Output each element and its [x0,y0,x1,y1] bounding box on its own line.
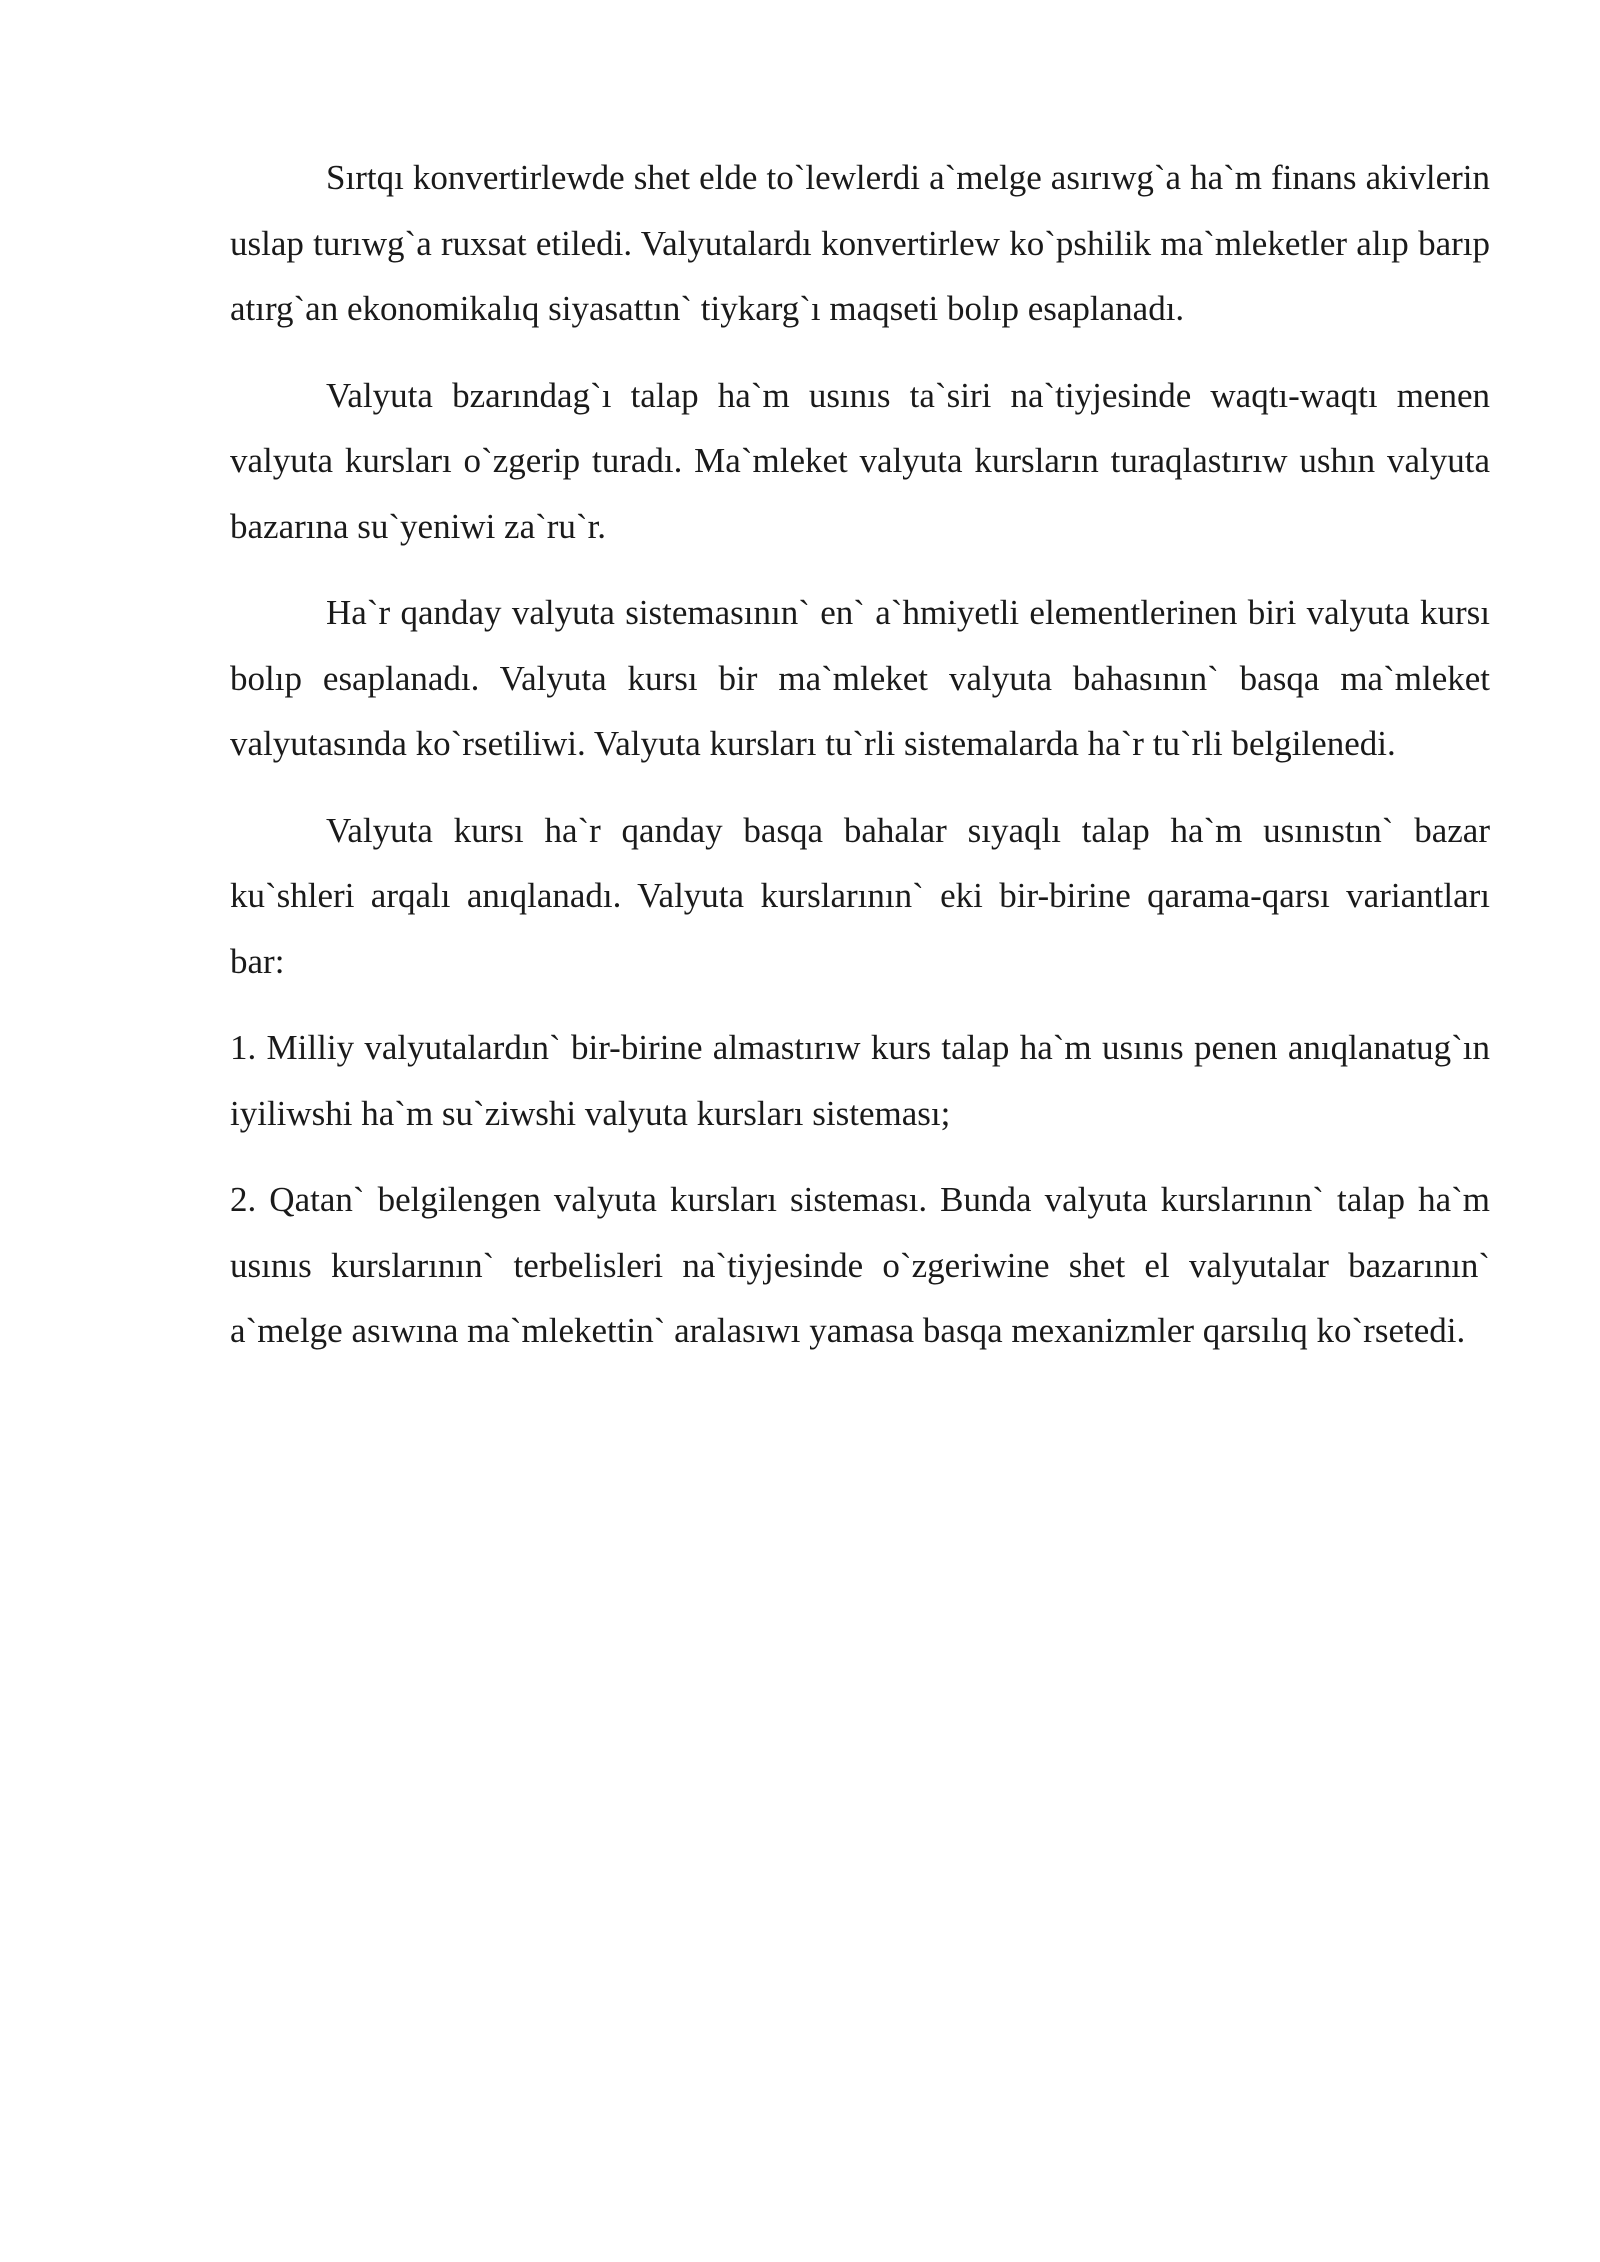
paragraph-3: Ha`r qanday valyuta sistemasının` en` a`hmiyetli elementlerinen biri valyuta kursı bolıp esaplanadı. Valyuta kursı bir ma`mleket valyuta bahasının` basqa ma`mleket valyutasında ko`rsetiliwi. Valyuta kursları tu`rli sistemalarda ha`r tu`rli belgilenedi. [230,593,1490,763]
list-item-2: 2. Qatan` belgilengen valyuta kursları sisteması. Bunda valyuta kurslarının` talap ha`m usınıs kurslarının` terbelisleri na`tiyjesinde o`zgeriwine shet el valyutalar bazarının` a`melge asıwına ma`mlekettin` aralasıwı yamasa basqa mexanizmler qarsılıq ko`rsetedi. [230,1180,1490,1350]
document-body [230,145,1490,1385]
paragraph-2: Valyuta bzarındag`ı talap ha`m usınıs ta`siri na`tiyjesinde waqtı-waqtı menen valyuta kursları o`zgerip turadı. Ma`mleket valyuta kursların turaqlastırıw ushın valyuta bazarına su`yeniwi za`ru`r. [230,375,1490,546]
list-item-1: 1. Milliy valyutalardın` bir-birine almastırıw kurs talap ha`m usınıs penen anıqlanatug`ın iyiliwshi ha`m su`ziwshi valyuta kursları sisteması; [230,1028,1490,1133]
paragraph-4: Valyuta kursı ha`r qanday basqa bahalar sıyaqlı talap ha`m usınıstın` bazar ku`shleri arqalı anıqlanadı. Valyuta kurslarının` eki bir-birine qarama-qarsı variantları bar: [230,810,1490,981]
paragraph-1: Sırtqı konvertirlewde shet elde to`lewlerdi a`melge asırıwg`a ha`m finans akivlerin uslap turıwg`a ruxsat etiledi. Valyutalardı konvertirlew ko`pshilik ma`mleketler alıp barıp atırg`an ekonomikalıq siyasattın` tiykarg`ı maqseti bolıp esaplanadı. [230,158,1490,328]
